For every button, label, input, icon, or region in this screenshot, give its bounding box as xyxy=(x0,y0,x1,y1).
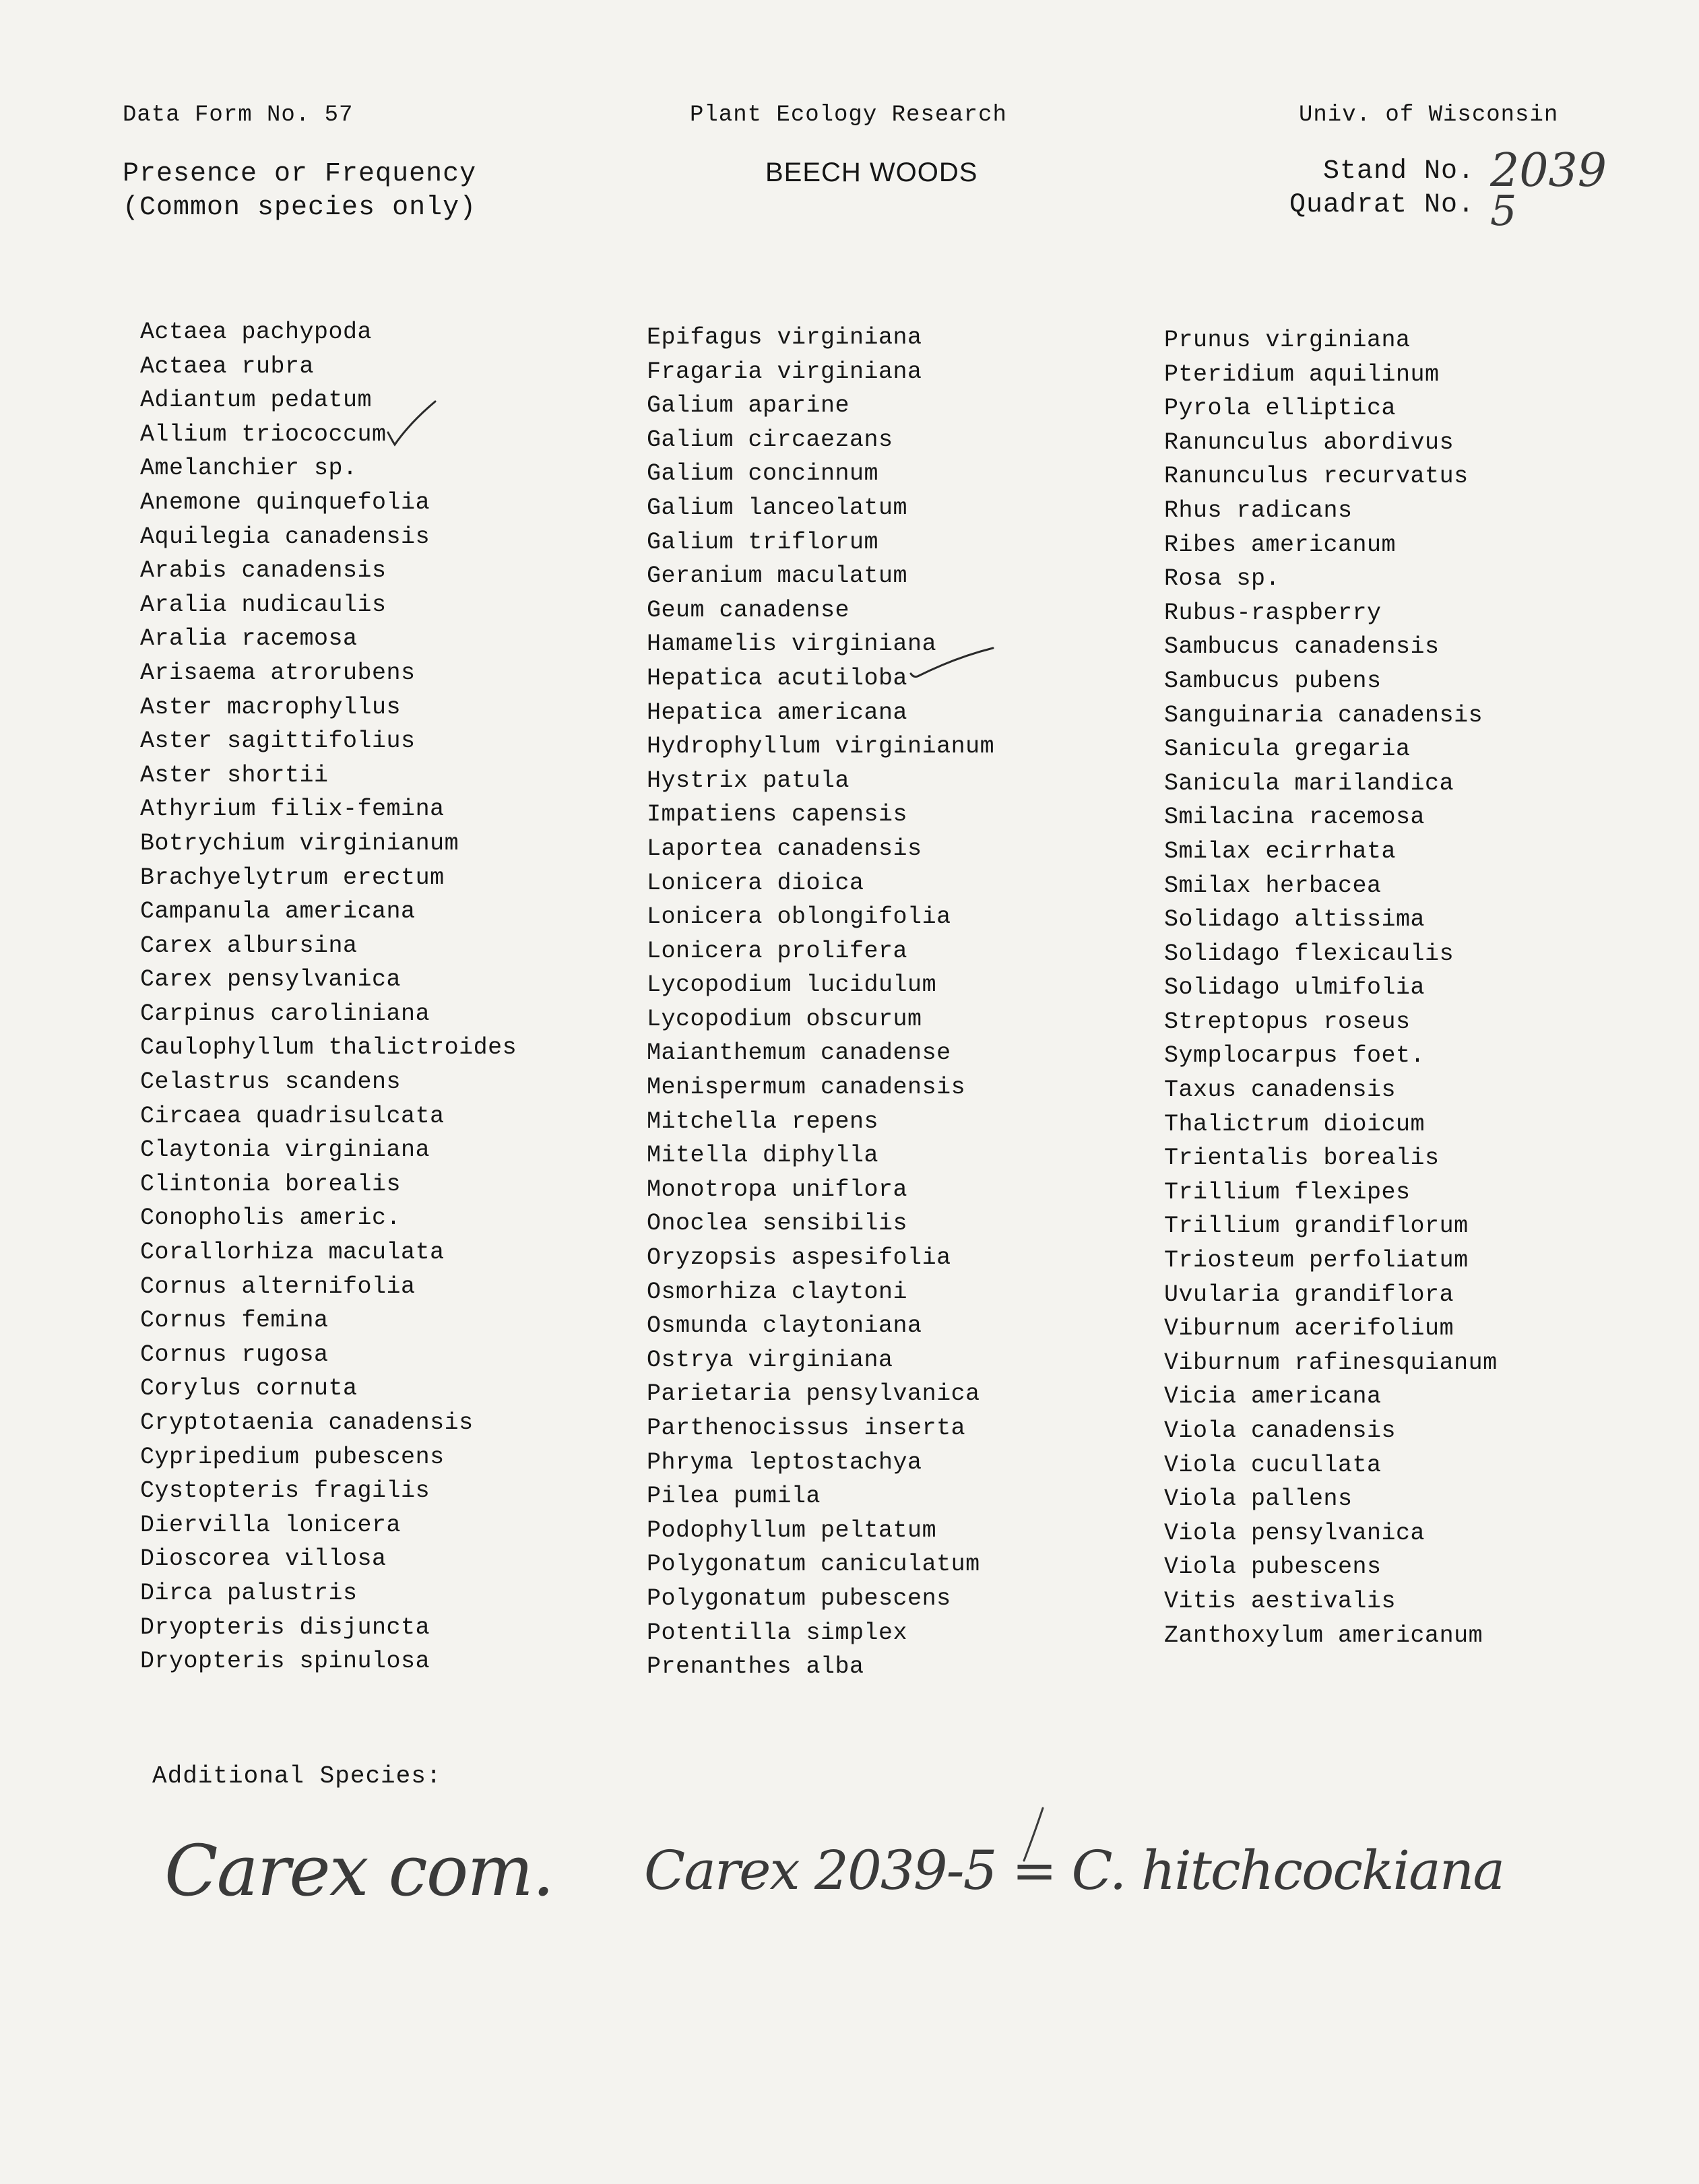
species-item: Carex albursina xyxy=(140,932,358,959)
species-item: Viola cucullata xyxy=(1164,1451,1382,1479)
species-item: Dirca palustris xyxy=(140,1579,358,1607)
species-item: Claytonia virginiana xyxy=(140,1136,430,1164)
species-item: Triosteum perfoliatum xyxy=(1164,1247,1469,1275)
species-item: Viola pensylvanica xyxy=(1164,1519,1425,1547)
species-item: Thalictrum dioicum xyxy=(1164,1110,1425,1138)
species-item: Sanguinaria canadensis xyxy=(1164,701,1483,729)
species-item: Uvularia grandiflora xyxy=(1164,1281,1454,1308)
species-item: Trillium flexipes xyxy=(1164,1178,1411,1206)
species-item: Trillium grandiflorum xyxy=(1164,1213,1469,1240)
species-item: Epifagus virginiana xyxy=(647,324,922,351)
species-item: Lonicera dioica xyxy=(647,869,864,897)
handwritten-species-2: Carex 2039-5 = C. hitchcockiana xyxy=(644,1839,1504,1902)
species-item: Conopholis americ. xyxy=(140,1205,402,1232)
species-item: Aster shortii xyxy=(140,761,329,789)
species-item: Prunus virginiana xyxy=(1164,327,1411,354)
species-item: Oryzopsis aspesifolia xyxy=(647,1244,951,1272)
species-item: Ranunculus abordivus xyxy=(1164,428,1454,456)
species-item: Cornus femina xyxy=(140,1307,329,1335)
species-item: Botrychium virginianum xyxy=(140,829,459,857)
form-number: Data Form No. 57 xyxy=(123,102,354,128)
species-item: Hepatica americana xyxy=(647,699,908,726)
species-item: Potentilla simplex xyxy=(647,1619,908,1646)
species-item: Athyrium filix-femina xyxy=(140,796,445,823)
species-item: Smilax herbacea xyxy=(1164,872,1382,899)
species-item: Prenanthes alba xyxy=(647,1653,864,1681)
species-item: Vitis aestivalis xyxy=(1164,1587,1397,1615)
species-item: Campanula americana xyxy=(140,898,416,926)
university: Univ. of Wisconsin xyxy=(1299,102,1559,128)
quadrat-label: Quadrat No. xyxy=(1289,190,1475,220)
species-item: Cornus alternifolia xyxy=(140,1273,416,1300)
species-item: Rosa sp. xyxy=(1164,565,1281,593)
species-item: Pilea pumila xyxy=(647,1483,821,1510)
species-item: Streptopus roseus xyxy=(1164,1008,1411,1035)
species-item: Celastrus scandens xyxy=(140,1068,402,1096)
species-item: Viola pallens xyxy=(1164,1485,1353,1513)
slash-mark-icon xyxy=(1020,1805,1047,1863)
checkmark-icon xyxy=(908,644,997,682)
species-item: Amelanchier sp. xyxy=(140,455,358,482)
stand-label: Stand No. xyxy=(1323,156,1475,187)
species-item: Caulophyllum thalictroides xyxy=(140,1034,517,1062)
species-item: Viburnum acerifolium xyxy=(1164,1315,1454,1343)
species-item: Adiantum pedatum xyxy=(140,387,373,414)
species-item: Maianthemum canadense xyxy=(647,1039,951,1067)
species-item: Viola pubescens xyxy=(1164,1553,1382,1581)
species-item: Corylus cornuta xyxy=(140,1375,358,1403)
species-item: Actaea pachypoda xyxy=(140,319,373,346)
species-item: Hepatica acutiloba xyxy=(647,664,908,692)
species-item: Galium triflorum xyxy=(647,528,879,556)
species-item: Mitella diphylla xyxy=(647,1142,879,1169)
form-type-line-1: Presence or Frequency xyxy=(123,159,477,189)
species-item: Clintonia borealis xyxy=(140,1170,402,1198)
species-column-3 xyxy=(1164,323,1498,1652)
species-item: Lonicera prolifera xyxy=(647,937,908,965)
species-item: Geum canadense xyxy=(647,596,850,624)
species-item: Ranunculus recurvatus xyxy=(1164,463,1469,490)
species-item: Osmorhiza claytoni xyxy=(647,1278,908,1306)
species-item: Aralia racemosa xyxy=(140,625,358,653)
species-item: Polygonatum pubescens xyxy=(647,1584,951,1612)
species-item: Sambucus pubens xyxy=(1164,667,1382,695)
species-item: Monotropa uniflora xyxy=(647,1176,908,1203)
form-type-line-2: (Common species only) xyxy=(123,193,477,223)
species-item: Solidago flexicaulis xyxy=(1164,940,1454,967)
checkmark-icon xyxy=(385,396,439,450)
species-item: Arabis canadensis xyxy=(140,557,387,585)
species-item: Lycopodium obscurum xyxy=(647,1005,922,1033)
species-item: Rhus radicans xyxy=(1164,496,1353,524)
species-item: Aster macrophyllus xyxy=(140,693,402,721)
species-item: Viola canadensis xyxy=(1164,1417,1397,1444)
species-column-1 xyxy=(140,315,517,1679)
species-item: Cypripedium pubescens xyxy=(140,1443,445,1471)
community-title: BEECH WOODS xyxy=(765,158,978,187)
species-item: Viburnum rafinesquianum xyxy=(1164,1349,1498,1376)
species-item: Rubus-raspberry xyxy=(1164,599,1382,627)
species-item: Brachyelytrum erectum xyxy=(140,864,445,891)
species-item: Cystopteris fragilis xyxy=(140,1477,430,1505)
species-item: Solidago ulmifolia xyxy=(1164,974,1425,1002)
species-item: Dryopteris spinulosa xyxy=(140,1648,430,1675)
species-item: Aquilegia canadensis xyxy=(140,523,430,550)
species-item: Impatiens capensis xyxy=(647,801,908,829)
species-item: Solidago altissima xyxy=(1164,906,1425,934)
handwritten-species-1: Carex com. xyxy=(164,1830,554,1912)
species-item: Corallorhiza maculata xyxy=(140,1239,445,1266)
species-item: Vicia americana xyxy=(1164,1383,1382,1411)
species-item: Diervilla lonicera xyxy=(140,1511,402,1539)
species-item: Aster sagittifolius xyxy=(140,728,416,755)
species-item: Galium lanceolatum xyxy=(647,494,908,521)
species-item: Ostrya virginiana xyxy=(647,1346,893,1374)
species-item: Pteridium aquilinum xyxy=(1164,360,1440,388)
species-item: Dioscorea villosa xyxy=(140,1545,387,1573)
species-item: Actaea rubra xyxy=(140,352,315,380)
species-item: Cryptotaenia canadensis xyxy=(140,1409,474,1436)
species-column-2 xyxy=(647,321,994,1684)
species-item: Sanicula gregaria xyxy=(1164,736,1411,763)
species-item: Aralia nudicaulis xyxy=(140,591,387,618)
species-item: Taxus canadensis xyxy=(1164,1077,1397,1104)
species-item: Onoclea sensibilis xyxy=(647,1210,908,1238)
species-item: Geranium maculatum xyxy=(647,563,908,590)
species-item: Lycopodium lucidulum xyxy=(647,971,937,999)
species-item: Menispermum canadensis xyxy=(647,1074,966,1101)
species-item: Anemone quinquefolia xyxy=(140,488,430,516)
species-item: Dryopteris disjuncta xyxy=(140,1613,430,1641)
species-item: Trientalis borealis xyxy=(1164,1145,1440,1172)
species-item: Allium triococcum xyxy=(140,420,387,448)
species-item: Carpinus caroliniana xyxy=(140,1000,430,1027)
species-item: Laportea canadensis xyxy=(647,835,922,862)
species-item: Hamamelis virginiana xyxy=(647,631,937,658)
species-item: Phryma leptostachya xyxy=(647,1448,922,1476)
species-item: Lonicera oblongifolia xyxy=(647,903,951,931)
organization: Plant Ecology Research xyxy=(690,102,1007,128)
species-item: Zanthoxylum americanum xyxy=(1164,1621,1483,1649)
species-item: Galium circaezans xyxy=(647,426,893,453)
species-item: Parthenocissus inserta xyxy=(647,1415,966,1442)
species-item: Arisaema atrorubens xyxy=(140,659,416,686)
species-item: Cornus rugosa xyxy=(140,1341,329,1368)
species-item: Circaea quadrisulcata xyxy=(140,1102,445,1130)
species-item: Hystrix patula xyxy=(647,767,850,794)
species-item: Symplocarpus foet. xyxy=(1164,1042,1425,1070)
species-item: Osmunda claytoniana xyxy=(647,1312,922,1340)
species-item: Mitchella repens xyxy=(647,1107,879,1135)
species-item: Podophyllum peltatum xyxy=(647,1516,937,1544)
stand-value: 2039 xyxy=(1490,144,1607,197)
species-item: Hydrophyllum virginianum xyxy=(647,733,995,761)
species-item: Fragaria virginiana xyxy=(647,358,922,385)
species-item: Pyrola elliptica xyxy=(1164,395,1397,422)
species-item: Galium concinnum xyxy=(647,460,879,488)
species-item: Parietaria pensylvanica xyxy=(647,1380,980,1408)
species-item: Galium aparine xyxy=(647,392,850,420)
species-item: Polygonatum caniculatum xyxy=(647,1551,980,1578)
quadrat-value: 5 xyxy=(1490,186,1517,235)
species-item: Smilax ecirrhata xyxy=(1164,837,1397,865)
species-item: Carex pensylvanica xyxy=(140,966,402,994)
species-item: Sambucus canadensis xyxy=(1164,633,1440,661)
additional-species-label: Additional Species: xyxy=(152,1762,442,1790)
species-item: Smilacina racemosa xyxy=(1164,804,1425,831)
species-item: Sanicula marilandica xyxy=(1164,769,1454,797)
species-item: Ribes americanum xyxy=(1164,531,1397,558)
